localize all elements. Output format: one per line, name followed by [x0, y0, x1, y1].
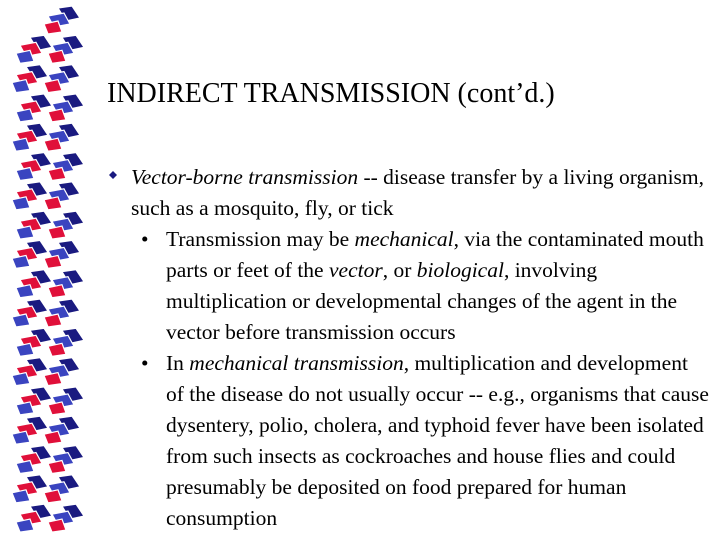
sub-bullet-mechanical-biological — [131, 224, 711, 348]
sub-bullet-text — [166, 227, 704, 344]
diamond-bullet-icon — [109, 171, 117, 179]
ribbon-segment — [44, 6, 80, 34]
sub-bullet-dot: • — [141, 351, 149, 375]
ribbon-segment — [12, 240, 80, 268]
ribbon-segment — [16, 211, 84, 239]
ribbon-segment — [16, 387, 84, 415]
ribbon-segment — [16, 328, 84, 356]
italic-run: mechanical — [354, 227, 454, 251]
text-run: , involving multiplication or developmental changes of the agent in the vector before transmission occurs — [166, 258, 678, 344]
ribbon-segment — [12, 416, 80, 444]
text-run: , multiplication and development of the disease do not usually occur -- e.g., organisms that cause dysentery, polio, cholera, and typhoid fever have been isolated from such insects as cockroaches and house flies and could presumably be deposited on food prepared for human consumption — [166, 351, 709, 530]
slide-title: INDIRECT TRANSMISSION (cont’d.) — [107, 78, 555, 109]
text-run: , via the contaminated mouth parts or feet of the — [166, 227, 704, 282]
italic-run: vector — [328, 258, 383, 282]
bullet-vector-borne — [131, 162, 711, 224]
text-run: , or — [382, 258, 417, 282]
ribbon-segment — [12, 358, 80, 386]
ribbon-segment — [12, 182, 80, 210]
sub-bullet-mechanical-transmission — [131, 348, 711, 534]
slide-body — [131, 162, 711, 534]
ribbon-segment — [16, 270, 84, 298]
ribbon-segment — [16, 504, 84, 532]
ribbon-segment — [16, 35, 84, 63]
ribbon-segment — [16, 94, 84, 122]
italic-run: biological — [416, 258, 504, 282]
italic-run: mechanical transmission — [189, 351, 404, 375]
ribbon-segment — [16, 153, 84, 181]
text-run: In — [166, 351, 190, 375]
ribbon-segment — [12, 123, 80, 151]
text-run: Transmission may be — [166, 227, 355, 251]
sub-bullet-dot: • — [141, 227, 149, 251]
ribbon-segment — [16, 446, 84, 474]
ribbon-segment — [12, 299, 80, 327]
bullet-text: -- disease transfer by a living organism, such as a mosquito, fly, or tick — [131, 165, 705, 220]
ribbon-segment — [12, 475, 80, 503]
bullet-term: Vector-borne transmission — [131, 165, 359, 189]
decorative-ribbon-border — [0, 0, 100, 540]
sub-bullet-text — [166, 351, 709, 530]
ribbon-segment — [12, 65, 80, 93]
